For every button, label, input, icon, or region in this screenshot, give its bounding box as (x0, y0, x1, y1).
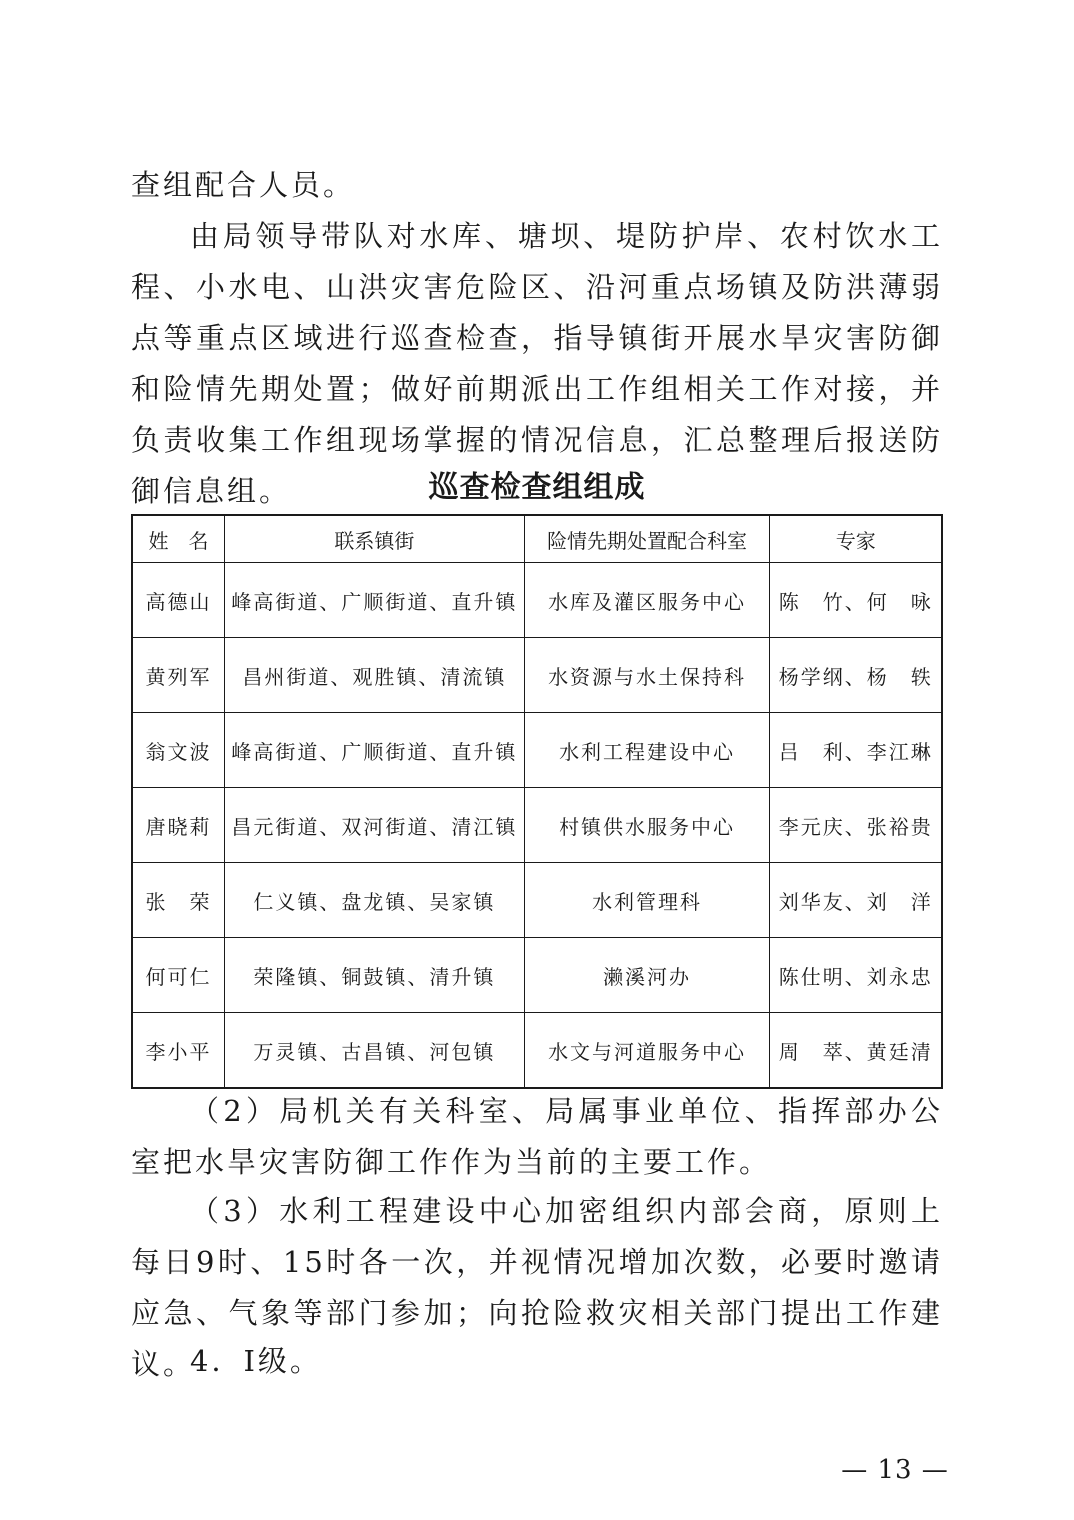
cell-experts: 周 萃、黄廷清 (770, 1013, 942, 1089)
table-row (132, 713, 942, 788)
cell-experts: 刘华友、刘 洋 (770, 863, 942, 938)
cell-cooperating-office: 水文与河道服务中心 (524, 1013, 770, 1089)
cell-name: 唐晓莉 (132, 788, 225, 863)
table-row (132, 638, 942, 713)
paragraph-continued: 查组配合人员。 (131, 168, 356, 202)
cell-experts: 李元庆、张裕贵 (770, 788, 942, 863)
page-number: — 13 — (841, 1455, 949, 1485)
header-cooperating-office: 险情先期处置配合科室 (524, 515, 770, 563)
cell-contact-towns: 昌元街道、双河街道、清江镇 (225, 788, 525, 863)
table-row (132, 788, 942, 863)
cell-contact-towns: 峰高街道、广顺街道、直升镇 (225, 713, 525, 788)
cell-name: 张 荣 (132, 863, 225, 938)
table-title: 巡查检查组组成 (428, 470, 646, 505)
cell-contact-towns: 昌州街道、观胜镇、清流镇 (225, 638, 525, 713)
paragraph-item-3: （3）水利工程建设中心加密组织内部会商，原则上每日9时、15时各一次，并视情况增加次数，必要时邀请应急、气象等部门参加；向抢险救灾相关部门提出工作建议。 (131, 1194, 943, 1381)
inspection-group-table (131, 514, 943, 1089)
cell-cooperating-office: 濑溪河办 (524, 938, 770, 1013)
cell-cooperating-office: 水利工程建设中心 (524, 713, 770, 788)
paragraph-item-2: （2）局机关有关科室、局属事业单位、指挥部办公室把水旱灾害防御工作作为当前的主要工作。 (131, 1094, 943, 1179)
cell-name: 黄列军 (132, 638, 225, 713)
cell-name: 翁文波 (132, 713, 225, 788)
cell-contact-towns: 万灵镇、古昌镇、河包镇 (225, 1013, 525, 1089)
cell-cooperating-office: 水库及灌区服务中心 (524, 563, 770, 638)
cell-experts: 吕 利、李江琳 (770, 713, 942, 788)
table-row (132, 938, 942, 1013)
cell-experts: 杨学纲、杨 轶 (770, 638, 942, 713)
cell-experts: 陈仕明、刘永忠 (770, 938, 942, 1013)
cell-experts: 陈 竹、何 咏 (770, 563, 942, 638)
paragraph-level-heading: 4．Ⅰ级。 (190, 1344, 322, 1378)
table-row (132, 1013, 942, 1089)
table-row (132, 863, 942, 938)
cell-contact-towns: 峰高街道、广顺街道、直升镇 (225, 563, 525, 638)
cell-cooperating-office: 水资源与水土保持科 (524, 638, 770, 713)
cell-contact-towns: 仁义镇、盘龙镇、吴家镇 (225, 863, 525, 938)
cell-name: 高德山 (132, 563, 225, 638)
header-experts: 专家 (770, 515, 942, 563)
cell-cooperating-office: 村镇供水服务中心 (524, 788, 770, 863)
table-row (132, 563, 942, 638)
table-header-row (132, 515, 942, 563)
header-contact-towns: 联系镇街 (225, 515, 525, 563)
header-name: 姓 名 (132, 515, 225, 563)
cell-contact-towns: 荣隆镇、铜鼓镇、清升镇 (225, 938, 525, 1013)
cell-cooperating-office: 水利管理科 (524, 863, 770, 938)
paragraph-duties: 由局领导带队对水库、塘坝、堤防护岸、农村饮水工程、小水电、山洪灾害危险区、沿河重点场镇及防洪薄弱点等重点区域进行巡查检查，指导镇街开展水旱灾害防御和险情先期处置；做好前期派出工作组相关工作对接，并负责收集工作组现场掌握的情况信息，汇总整理后报送防御信息组。 (131, 219, 943, 508)
cell-name: 何可仁 (132, 938, 225, 1013)
cell-name: 李小平 (132, 1013, 225, 1089)
